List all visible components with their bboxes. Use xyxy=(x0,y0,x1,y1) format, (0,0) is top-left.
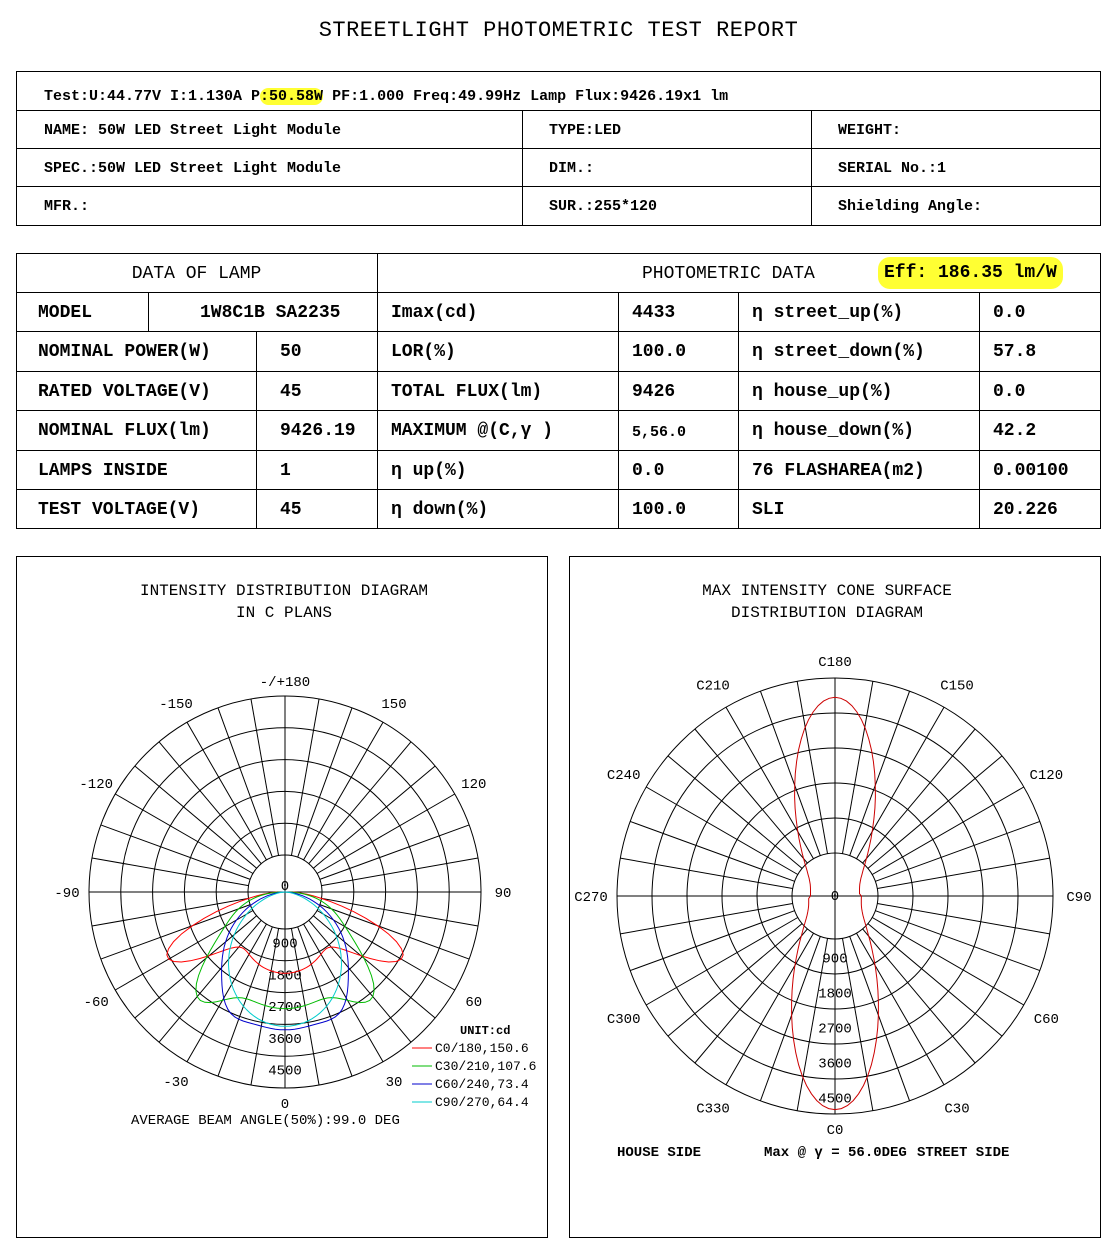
photo-label: η down(%) xyxy=(391,500,489,520)
type-field: TYPE:LED xyxy=(549,122,622,139)
polar-spoke xyxy=(298,708,352,857)
c-plane-label: C240 xyxy=(606,768,641,784)
angle-label: 30 xyxy=(385,1074,403,1091)
photo-label: TOTAL FLUX(lm) xyxy=(391,382,543,402)
lamp-row-label: NOMINAL POWER(W) xyxy=(38,342,211,362)
ring-label: 4500 xyxy=(268,1063,302,1080)
polar-spoke xyxy=(877,858,1049,888)
photo-label: MAXIMUM @(C,γ ) xyxy=(391,421,554,441)
max-angle-label: Max @ γ = 56.0DEG xyxy=(764,1145,907,1161)
polar-spoke xyxy=(668,924,802,1036)
c-plane-label: C0 xyxy=(826,1123,844,1139)
beam-angle-label: AVERAGE BEAM ANGLE(50%):99.0 DEG xyxy=(131,1113,400,1129)
polar-spoke xyxy=(320,905,469,959)
angle-label: 0 xyxy=(280,1097,290,1113)
polar-spoke xyxy=(321,898,478,926)
legend-label: C30/210,107.6 xyxy=(435,1059,537,1074)
polar-spoke xyxy=(251,699,279,856)
polar-spoke xyxy=(695,929,807,1063)
report-title: STREETLIGHT PHOTOMETRIC TEST REPORT xyxy=(318,18,799,43)
photo-label: η house_down(%) xyxy=(752,421,915,441)
polar-spoke xyxy=(842,681,872,853)
polar-spoke xyxy=(760,936,820,1100)
ring-label: 1800 xyxy=(818,986,852,1003)
cone-surface-diagram xyxy=(569,556,1101,1238)
diagram-subtitle: DISTRIBUTION DIAGRAM xyxy=(730,604,924,622)
polar-spoke xyxy=(668,756,802,868)
photo-value: 100.0 xyxy=(632,342,687,362)
ring-label: 1800 xyxy=(268,968,302,985)
photo-label: Imax(cd) xyxy=(391,303,478,323)
photo-value: 100.0 xyxy=(632,500,687,520)
polar-spoke xyxy=(101,905,250,959)
polar-spoke xyxy=(320,825,469,879)
name-field: NAME: 50W LED Street Light Module xyxy=(44,122,342,139)
c-plane-label: C120 xyxy=(1029,768,1064,784)
ring-label: 900 xyxy=(272,936,298,953)
c-plane-label: C210 xyxy=(696,678,730,695)
photo-label: 76 FLASHAREA(m2) xyxy=(752,461,925,481)
polar-spoke xyxy=(620,858,792,888)
ring-label: 2700 xyxy=(268,1000,302,1017)
ring-label: 3600 xyxy=(818,1056,852,1073)
dim-field: DIM.: xyxy=(549,160,595,177)
polar-spoke xyxy=(630,911,794,971)
angle-label: -120 xyxy=(79,777,114,793)
power-highlight: :50.58W xyxy=(260,88,324,105)
photo-label: η street_down(%) xyxy=(752,342,925,362)
sur-field: SUR.:255*120 xyxy=(549,198,658,215)
photo-value: 9426 xyxy=(632,382,676,402)
polar-spoke xyxy=(135,916,257,1018)
ring-label: 2700 xyxy=(818,1021,852,1038)
shield-field: Shielding Angle: xyxy=(838,198,983,215)
lamp-row-label: LAMPS INSIDE xyxy=(38,461,168,481)
polar-spoke xyxy=(92,858,249,886)
polar-spoke xyxy=(620,903,792,933)
polar-spoke xyxy=(101,825,250,879)
polar-spoke xyxy=(863,729,975,863)
polar-spoke xyxy=(309,920,411,1042)
photo-label: SLI xyxy=(752,500,785,520)
c-plane-label: C150 xyxy=(940,678,974,695)
polar-spoke xyxy=(291,699,319,856)
serial-field: SERIAL No.:1 xyxy=(838,160,947,177)
polar-spoke xyxy=(877,903,1049,933)
lamp-row-value: 9426.19 xyxy=(280,421,356,441)
street-side-label: STREET SIDE xyxy=(917,1145,1010,1161)
c-plane-label: C270 xyxy=(574,890,608,906)
polar-spoke xyxy=(868,756,1002,868)
angle-label: -60 xyxy=(83,995,109,1011)
house-side-label: HOUSE SIDE xyxy=(617,1145,702,1161)
c-plane-label: C330 xyxy=(696,1101,730,1118)
polar-spoke xyxy=(863,929,975,1063)
ring-label: 4500 xyxy=(818,1091,852,1108)
polar-spoke xyxy=(159,742,261,864)
angle-label: 120 xyxy=(461,777,487,793)
angle-label: -30 xyxy=(163,1074,189,1091)
polar-spoke xyxy=(695,729,807,863)
polar-spoke xyxy=(797,681,827,853)
lamp-row-value: 50 xyxy=(280,342,302,362)
polar-spoke xyxy=(850,936,910,1100)
photo-value: 20.226 xyxy=(993,500,1058,520)
lamp-row-value: 45 xyxy=(280,382,302,402)
model-value: 1W8C1B SA2235 xyxy=(200,303,341,323)
intensity-distribution-diagram xyxy=(16,556,548,1238)
polar-spoke xyxy=(875,821,1039,881)
photo-value: 0.0 xyxy=(993,382,1026,402)
photo-label: η house_up(%) xyxy=(752,382,893,402)
diagram-title: MAX INTENSITY CONE SURFACE xyxy=(702,582,952,600)
photo-value: 4433 xyxy=(632,303,676,323)
c-plane-label: C60 xyxy=(1033,1012,1059,1028)
c-plane-label: C300 xyxy=(606,1012,641,1028)
lamp-row-value: 45 xyxy=(280,500,302,520)
polar-spoke xyxy=(868,924,1002,1036)
photo-label: η street_up(%) xyxy=(752,303,904,323)
weight-field: WEIGHT: xyxy=(838,122,902,139)
lamp-row-label: TEST VOLTAGE(V) xyxy=(38,500,201,520)
angle-label: 150 xyxy=(381,697,407,714)
polar-spoke xyxy=(92,898,249,926)
legend-label: C90/270,64.4 xyxy=(435,1095,529,1110)
angle-label: 60 xyxy=(465,995,483,1011)
polar-spoke xyxy=(135,766,257,868)
photo-label: η up(%) xyxy=(391,461,467,481)
angle-label: 90 xyxy=(494,886,512,902)
ring-label: 0 xyxy=(280,879,290,895)
test-line: Test:U:44.77V I:1.130A P:50.58W PF:1.000 Freq:49.99Hz Lamp Flux:9426.19x1 lm xyxy=(44,88,729,105)
spec-field: SPEC.:50W LED Street Light Module xyxy=(44,160,342,177)
lamp-header: DATA OF LAMP xyxy=(131,264,262,284)
unit-label: UNIT:cd xyxy=(460,1024,511,1038)
legend-label: C0/180,150.6 xyxy=(435,1041,529,1056)
mfr-field: MFR.: xyxy=(44,198,90,215)
lamp-row-label: NOMINAL FLUX(lm) xyxy=(38,421,211,441)
photo-value: 5,56.0 xyxy=(632,424,687,441)
c-plane-label: C30 xyxy=(944,1101,970,1118)
c-plane-label: C90 xyxy=(1066,890,1092,906)
ring-label: 3600 xyxy=(268,1031,302,1048)
polar-spoke xyxy=(218,708,272,857)
diagram-subtitle: IN C PLANS xyxy=(235,604,333,622)
diagram-title: INTENSITY DISTRIBUTION DIAGRAM xyxy=(139,582,429,600)
polar-spoke xyxy=(875,911,1039,971)
photometric-header: PHOTOMETRIC DATA xyxy=(642,264,815,284)
polar-spoke xyxy=(159,920,261,1042)
lamp-row-label: RATED VOLTAGE(V) xyxy=(38,382,211,402)
photo-value: 57.8 xyxy=(993,342,1037,362)
photo-value: 0.0 xyxy=(993,303,1026,323)
polar-spoke xyxy=(630,821,794,881)
model-label: MODEL xyxy=(38,303,93,323)
photo-value: 42.2 xyxy=(993,421,1037,441)
legend-label: C60/240,73.4 xyxy=(435,1077,529,1092)
photo-value: 0.0 xyxy=(632,461,665,481)
angle-label: -90 xyxy=(54,886,80,902)
angle-label: -/+180 xyxy=(259,675,311,691)
c-plane-label: C180 xyxy=(818,655,852,671)
photo-label: LOR(%) xyxy=(391,342,456,362)
polar-spoke xyxy=(321,858,478,886)
ring-label: 0 xyxy=(830,889,840,905)
efficiency-highlight: Eff: 186.35 lm/W xyxy=(878,257,1063,289)
lamp-row-value: 1 xyxy=(280,461,291,481)
polar-spoke xyxy=(313,766,435,868)
polar-spoke xyxy=(313,916,435,1018)
angle-label: -150 xyxy=(159,697,193,714)
photo-value: 0.00100 xyxy=(993,461,1069,481)
polar-spoke xyxy=(309,742,411,864)
ring-label: 900 xyxy=(822,951,848,968)
